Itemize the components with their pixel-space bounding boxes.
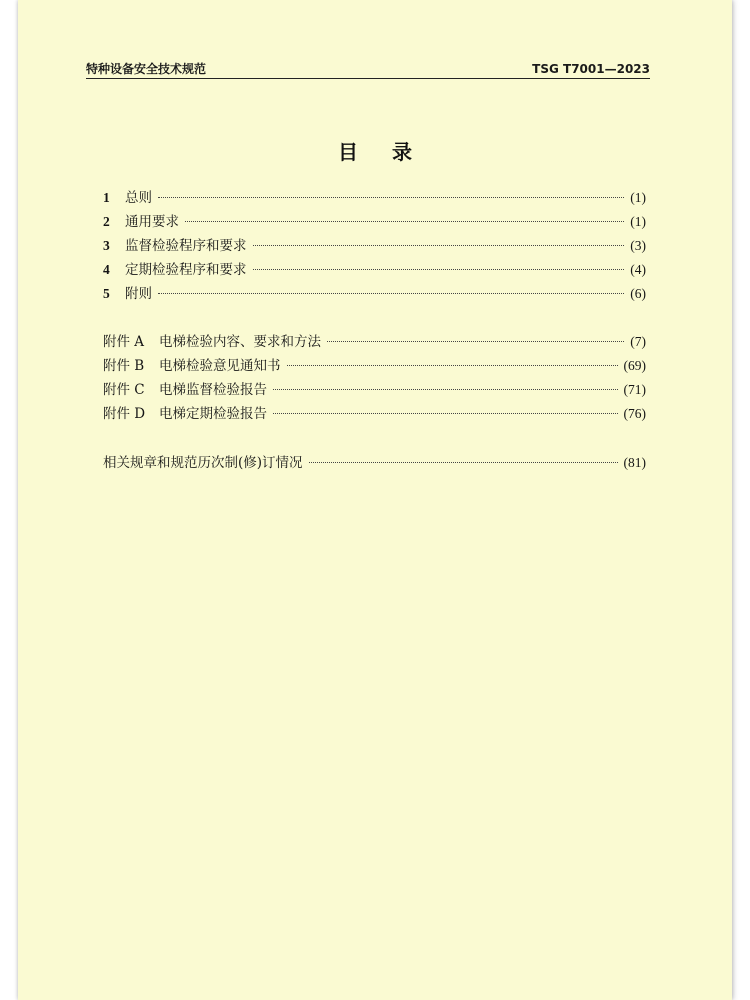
toc-entry-page: (81): [623, 455, 646, 470]
toc-leader-dots: [327, 341, 624, 342]
toc-leader-dots: [158, 293, 624, 294]
toc-entry-label: 附则: [125, 286, 152, 302]
toc-leader-dots: [253, 245, 625, 246]
toc-entry-number: 1: [103, 190, 110, 205]
toc-entry-chapter-1[interactable]: [103, 187, 646, 209]
toc-entry-page: (1): [630, 214, 646, 229]
toc-entry-chapter-2[interactable]: [103, 211, 646, 233]
toc-entry-attachment-a[interactable]: [103, 331, 646, 353]
toc-entry-label: 相关规章和规范历次制(修)订情况: [103, 455, 303, 471]
toc-entry-page: (76): [623, 406, 646, 421]
toc-entry-prefix: 附件 D: [103, 406, 146, 422]
toc-entry-label: 电梯监督检验报告: [159, 382, 267, 398]
toc-leader-dots: [185, 221, 624, 222]
toc-entry-chapter-3[interactable]: [103, 235, 646, 257]
toc-entry-page: (69): [623, 358, 646, 373]
toc-entry-page: (71): [623, 382, 646, 397]
toc-entry-page: (4): [630, 262, 646, 277]
toc-entry-page: (6): [630, 286, 646, 301]
toc-entry-label: 总则: [125, 190, 152, 206]
toc-leader-dots: [158, 197, 624, 198]
toc-entry-label: 电梯检验内容、要求和方法: [159, 334, 321, 350]
toc-entry-revision-history[interactable]: [103, 452, 646, 474]
toc-entry-label: 电梯定期检验报告: [159, 406, 267, 422]
toc-leader-dots: [287, 365, 618, 366]
header-spec-category: 特种设备安全技术规范: [86, 62, 207, 76]
header-rule: [86, 78, 650, 79]
toc-entry-prefix: 附件 C: [103, 382, 145, 398]
toc-entry-label: 监督检验程序和要求: [125, 238, 247, 254]
toc-leader-dots: [273, 413, 618, 414]
toc-entry-number: 5: [103, 286, 110, 301]
header-spec-code: TSG T7001—2023: [532, 62, 650, 76]
toc-entry-chapter-5[interactable]: [103, 283, 646, 305]
toc-entry-attachment-d[interactable]: [103, 403, 646, 425]
toc-leader-dots: [309, 462, 618, 463]
toc-leader-dots: [253, 269, 625, 270]
toc-entry-number: 3: [103, 238, 110, 253]
toc-title: 目录: [338, 140, 446, 164]
toc-entry-prefix: 附件 A: [103, 334, 145, 350]
toc-entry-label: 通用要求: [125, 214, 179, 230]
running-header: [86, 60, 650, 78]
toc-entry-page: (3): [630, 238, 646, 253]
toc-entry-attachment-b[interactable]: [103, 355, 646, 377]
toc-entry-page: (1): [630, 190, 646, 205]
toc-entry-label: 定期检验程序和要求: [125, 262, 247, 278]
toc-entry-number: 4: [103, 262, 110, 277]
toc-entry-prefix: 附件 B: [103, 358, 145, 374]
toc-leader-dots: [273, 389, 618, 390]
toc-entry-number: 2: [103, 214, 110, 229]
toc-entry-attachment-c[interactable]: [103, 379, 646, 401]
toc-entry-label: 电梯检验意见通知书: [159, 358, 281, 374]
toc-entry-page: (7): [630, 334, 646, 349]
toc-entry-chapter-4[interactable]: [103, 259, 646, 281]
